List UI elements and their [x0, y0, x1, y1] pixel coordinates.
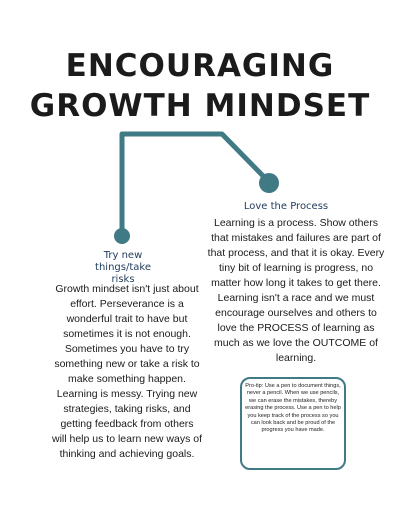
try-new-text: Growth mindset isn't just about effort. Perseverance is a wonderful trait to have but sometimes it is not enough. Sometimes you have to try something new or take a risk to make something happen. Learning is messy. Trying new strategies, taking risks, and getting feedback from others will help us to learn new ways of thinking and achieving goals.: [52, 283, 202, 460]
love-process-text: Learning is a process. Show others that mistakes and failures are part of that process, and that it is okay. Every tiny bit of learning is progress, no matter how long it takes to get there. Learning isn't a race and we must encourage ourselves and others to love the PROCESS of learning as much as we love the OUTCOME of learning.: [207, 217, 385, 364]
try-new-heading: [82, 250, 164, 286]
connector-dot-left: [114, 228, 130, 244]
connector-dot-right: [259, 173, 279, 193]
pro-tip-text: Pro-tip: Use a pen to document things, never a pencil. When we use pencils, we can erase the mistakes, thereby erasing the process. Use a pen to help you keep track of the process so you can look back and be proud of the progress you have made.: [245, 383, 341, 434]
try-new-heading-line-1: Try new: [103, 250, 143, 261]
title-line-2: GROWTH MINDSET: [29, 88, 371, 124]
pro-tip-box: [240, 377, 346, 470]
try-new-heading-line-2: things/take risks: [95, 262, 151, 285]
love-process-heading: Love the Process: [243, 201, 329, 212]
title-line-1: ENCOURAGING: [65, 48, 335, 84]
